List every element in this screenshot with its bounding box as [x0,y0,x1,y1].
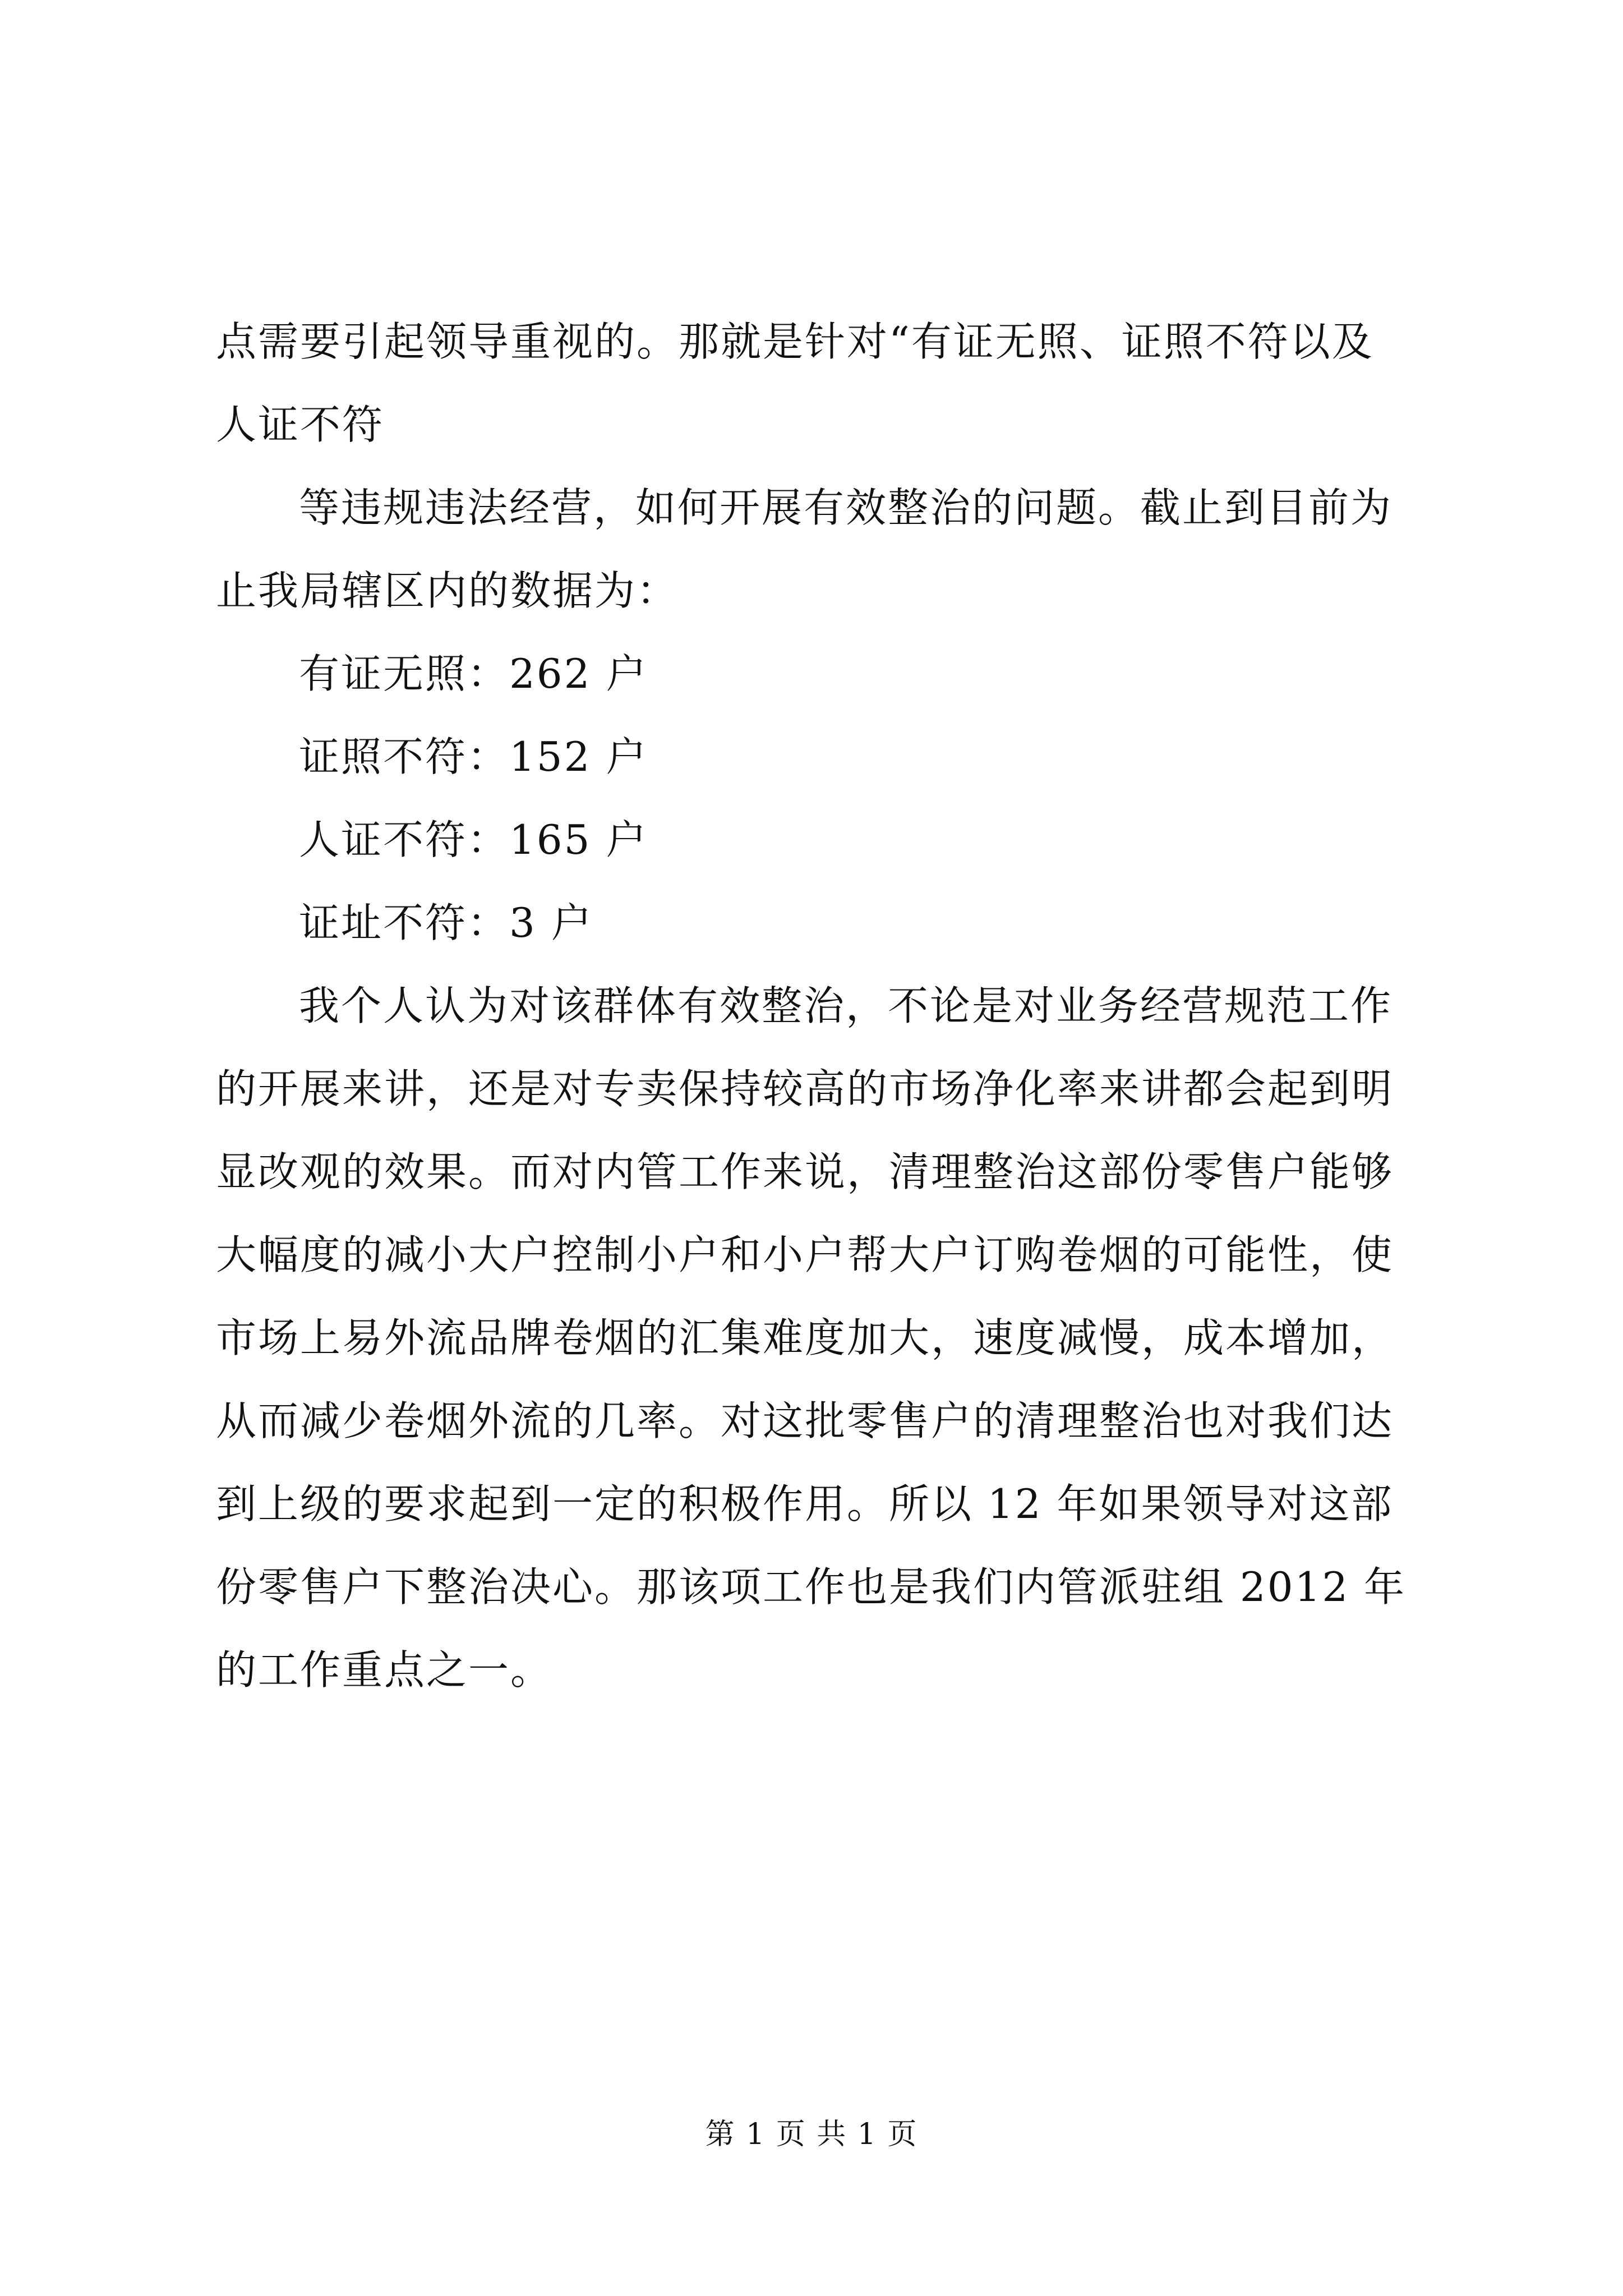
paragraph-line: 从而减少卷烟外流的几率。对这批零售户的清理整治也对我们达 [216,1397,1394,1444]
paragraph-line: 的开展来讲，还是对专卖保持较高的市场净化率来讲都会起到明 [216,1065,1394,1112]
stat-line-person-mismatch: 人证不符：165 户 [299,816,648,863]
page-footer: 第 1 页 共 1 页 [705,2118,918,2151]
paragraph-line: 的工作重点之一。 [216,1646,553,1694]
paragraph-line: 我个人认为对该群体有效整治，不论是对业务经营规范工作 [299,982,1393,1029]
paragraph-line: 等违规违法经营，如何开展有效整治的问题。截止到目前为 [299,484,1393,531]
paragraph-line: 市场上易外流品牌卷烟的汇集难度加大，速度减慢，成本增加， [216,1314,1394,1361]
paragraph-line: 人证不符 [216,401,385,448]
paragraph-line: 止我局辖区内的数据为： [216,567,679,614]
stat-line-license-mismatch: 证照不符：152 户 [299,733,648,780]
paragraph-line: 显改观的效果。而对内管工作来说，清理整治这部份零售户能够 [216,1148,1394,1195]
paragraph-line: 点需要引起领导重视的。那就是针对“有证无照、证照不符以及 [216,318,1374,365]
paragraph-line: 大幅度的减小大户控制小户和小户帮大户订购卷烟的可能性，使 [216,1231,1394,1278]
paragraph-line: 份零售户下整治决心。那该项工作也是我们内管派驻组 2012 年 [216,1563,1407,1611]
stat-line-address-mismatch: 证址不符：3 户 [299,899,593,946]
document-body [216,300,1416,1711]
stat-line-license-no-permit: 有证无照：262 户 [299,650,648,697]
paragraph-line: 到上级的要求起到一定的积极作用。所以 12 年如果领导对这部 [216,1480,1394,1527]
